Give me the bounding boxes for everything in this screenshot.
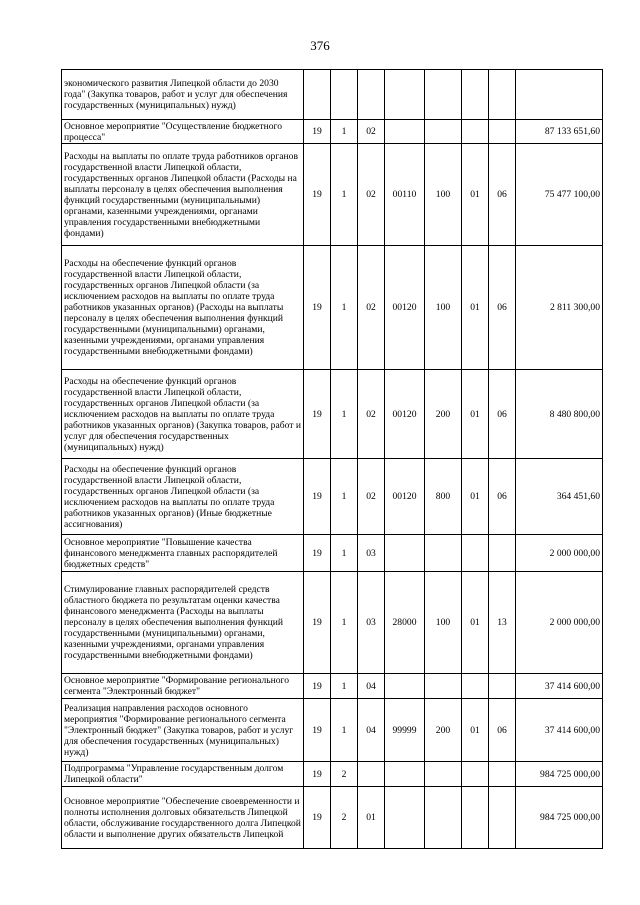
row-description: Расходы на обеспечение функций органов государственной власти Липецкой области, государственных органов Липецкой области (за исключением расходов на выплаты по оплате труда работников указанных органов) (Расходы на выплаты персоналу в целях обеспечения выполнения функций государственными (муниципальными) органами, казенными учреждениями, органами управления государственными внебюджетными фондами) [62, 246, 304, 370]
row-description: Основное мероприятие "Осуществление бюджетного процесса" [62, 120, 304, 144]
table-row [62, 370, 603, 459]
subprogram-code: 1 [331, 535, 358, 572]
program-code: 19 [304, 572, 331, 674]
row-description: Расходы на обеспечение функций органов государственной власти Липецкой области, государственных органов Липецкой области (за исключением расходов на выплаты по оплате труда работников указанных органов) (Закупка товаров, работ и услуг для обеспечения государственных (муниципальных) нужд) [62, 370, 304, 459]
section-code [462, 535, 489, 572]
program-code: 19 [304, 699, 331, 762]
program-code [304, 70, 331, 120]
table-row [62, 144, 603, 246]
program-code: 19 [304, 787, 331, 849]
expense-type-code: 100 [425, 144, 462, 246]
subsection-code [489, 535, 516, 572]
direction-code: 99999 [385, 699, 425, 762]
table-row [62, 120, 603, 144]
program-code: 19 [304, 674, 331, 699]
subsection-code [489, 70, 516, 120]
direction-code [385, 120, 425, 144]
direction-code: 00120 [385, 459, 425, 535]
row-description: Подпрограмма "Управление государственным долгом Липецкой области" [62, 762, 304, 787]
program-code: 19 [304, 370, 331, 459]
direction-code: 00120 [385, 246, 425, 370]
subsection-code [489, 762, 516, 787]
amount: 364 451,60 [516, 459, 603, 535]
row-description: Расходы на обеспечение функций органов государственной власти Липецкой области, государственных органов Липецкой области (за исключением расходов на выплаты по оплате труда работников указанных органов) (Иные бюджетные ассигнования) [62, 459, 304, 535]
table-row [62, 572, 603, 674]
subprogram-code: 1 [331, 699, 358, 762]
activity-code: 02 [358, 459, 385, 535]
direction-code: 28000 [385, 572, 425, 674]
program-code: 19 [304, 144, 331, 246]
amount [516, 70, 603, 120]
section-code: 01 [462, 144, 489, 246]
activity-code: 02 [358, 370, 385, 459]
subprogram-code: 1 [331, 144, 358, 246]
page-number: 376 [310, 38, 330, 53]
section-code [462, 674, 489, 699]
amount: 37 414 600,00 [516, 674, 603, 699]
amount: 87 133 651,60 [516, 120, 603, 144]
expense-type-code: 800 [425, 459, 462, 535]
activity-code: 02 [358, 144, 385, 246]
expense-type-code [425, 762, 462, 787]
program-code: 19 [304, 246, 331, 370]
program-code: 19 [304, 762, 331, 787]
expense-type-code: 100 [425, 246, 462, 370]
row-description: Реализация направления расходов основного мероприятия "Формирование регионального сегмента "Электронный бюджет" (Закупка товаров, работ и услуг для обеспечения государственных (муниципальных) нужд) [62, 699, 304, 762]
activity-code: 03 [358, 572, 385, 674]
direction-code [385, 674, 425, 699]
table-row [62, 787, 603, 849]
activity-code [358, 762, 385, 787]
direction-code: 00110 [385, 144, 425, 246]
row-description: Основное мероприятие "Повышение качества финансового менеджмента главных распорядителей бюджетных средств" [62, 535, 304, 572]
section-code [462, 70, 489, 120]
table-row [62, 459, 603, 535]
table-row [62, 699, 603, 762]
amount: 37 414 600,00 [516, 699, 603, 762]
table-row [62, 70, 603, 120]
subprogram-code: 1 [331, 572, 358, 674]
amount: 984 725 000,00 [516, 787, 603, 849]
activity-code: 02 [358, 246, 385, 370]
subsection-code: 06 [489, 699, 516, 762]
table-row [62, 762, 603, 787]
direction-code [385, 70, 425, 120]
program-code: 19 [304, 120, 331, 144]
direction-code [385, 762, 425, 787]
subsection-code [489, 120, 516, 144]
section-code: 01 [462, 459, 489, 535]
section-code [462, 762, 489, 787]
budget-table [61, 69, 603, 849]
expense-type-code: 100 [425, 572, 462, 674]
subsection-code: 06 [489, 144, 516, 246]
subsection-code: 06 [489, 246, 516, 370]
activity-code: 04 [358, 674, 385, 699]
expense-type-code [425, 70, 462, 120]
subprogram-code: 1 [331, 246, 358, 370]
subprogram-code: 1 [331, 120, 358, 144]
table-row [62, 674, 603, 699]
subsection-code: 06 [489, 370, 516, 459]
row-description: Основное мероприятие "Обеспечение своевременности и полноты исполнения долговых обязательств Липецкой области, обслуживание государственного долга Липецкой области и выполнение других обязательств Липецкой [62, 787, 304, 849]
amount: 75 477 100,00 [516, 144, 603, 246]
section-code: 01 [462, 699, 489, 762]
expense-type-code [425, 674, 462, 699]
section-code: 01 [462, 572, 489, 674]
expense-type-code [425, 787, 462, 849]
direction-code [385, 535, 425, 572]
expense-type-code: 200 [425, 370, 462, 459]
activity-code: 04 [358, 699, 385, 762]
row-description: Расходы на выплаты по оплате труда работников органов государственной власти Липецкой области, государственных органов Липецкой области (Расходы на выплаты персоналу в целях обеспечения выполнения функций государственными (муниципальными) органами, казенными учреждениями, органами управления государственными внебюджетными фондами) [62, 144, 304, 246]
expense-type-code [425, 535, 462, 572]
subsection-code: 06 [489, 459, 516, 535]
row-description: Основное мероприятие "Формирование регионального сегмента "Электронный бюджет" [62, 674, 304, 699]
subprogram-code [331, 70, 358, 120]
expense-type-code: 200 [425, 699, 462, 762]
activity-code: 01 [358, 787, 385, 849]
row-description: экономического развития Липецкой области до 2030 года" (Закупка товаров, работ и услуг для обеспечения государственных (муниципальных) нужд) [62, 70, 304, 120]
subprogram-code: 2 [331, 787, 358, 849]
amount: 2 000 000,00 [516, 535, 603, 572]
amount: 2 000 000,00 [516, 572, 603, 674]
expense-type-code [425, 120, 462, 144]
subsection-code [489, 787, 516, 849]
program-code: 19 [304, 459, 331, 535]
activity-code: 03 [358, 535, 385, 572]
direction-code [385, 787, 425, 849]
activity-code [358, 70, 385, 120]
amount: 2 811 300,00 [516, 246, 603, 370]
activity-code: 02 [358, 120, 385, 144]
subprogram-code: 1 [331, 674, 358, 699]
section-code [462, 787, 489, 849]
amount: 8 480 800,00 [516, 370, 603, 459]
subsection-code [489, 674, 516, 699]
subprogram-code: 1 [331, 370, 358, 459]
subprogram-code: 1 [331, 459, 358, 535]
section-code: 01 [462, 246, 489, 370]
program-code: 19 [304, 535, 331, 572]
table-row [62, 246, 603, 370]
row-description: Стимулирование главных распорядителей средств областного бюджета по результатам оценки качества финансового менеджмента (Расходы на выплаты персоналу в целях обеспечения выполнения функций государственными (муниципальными) органами, казенными учреждениями, органами управления государственными внебюджетными фондами) [62, 572, 304, 674]
subprogram-code: 2 [331, 762, 358, 787]
table-row [62, 535, 603, 572]
section-code [462, 120, 489, 144]
subsection-code: 13 [489, 572, 516, 674]
direction-code: 00120 [385, 370, 425, 459]
section-code: 01 [462, 370, 489, 459]
amount: 984 725 000,00 [516, 762, 603, 787]
